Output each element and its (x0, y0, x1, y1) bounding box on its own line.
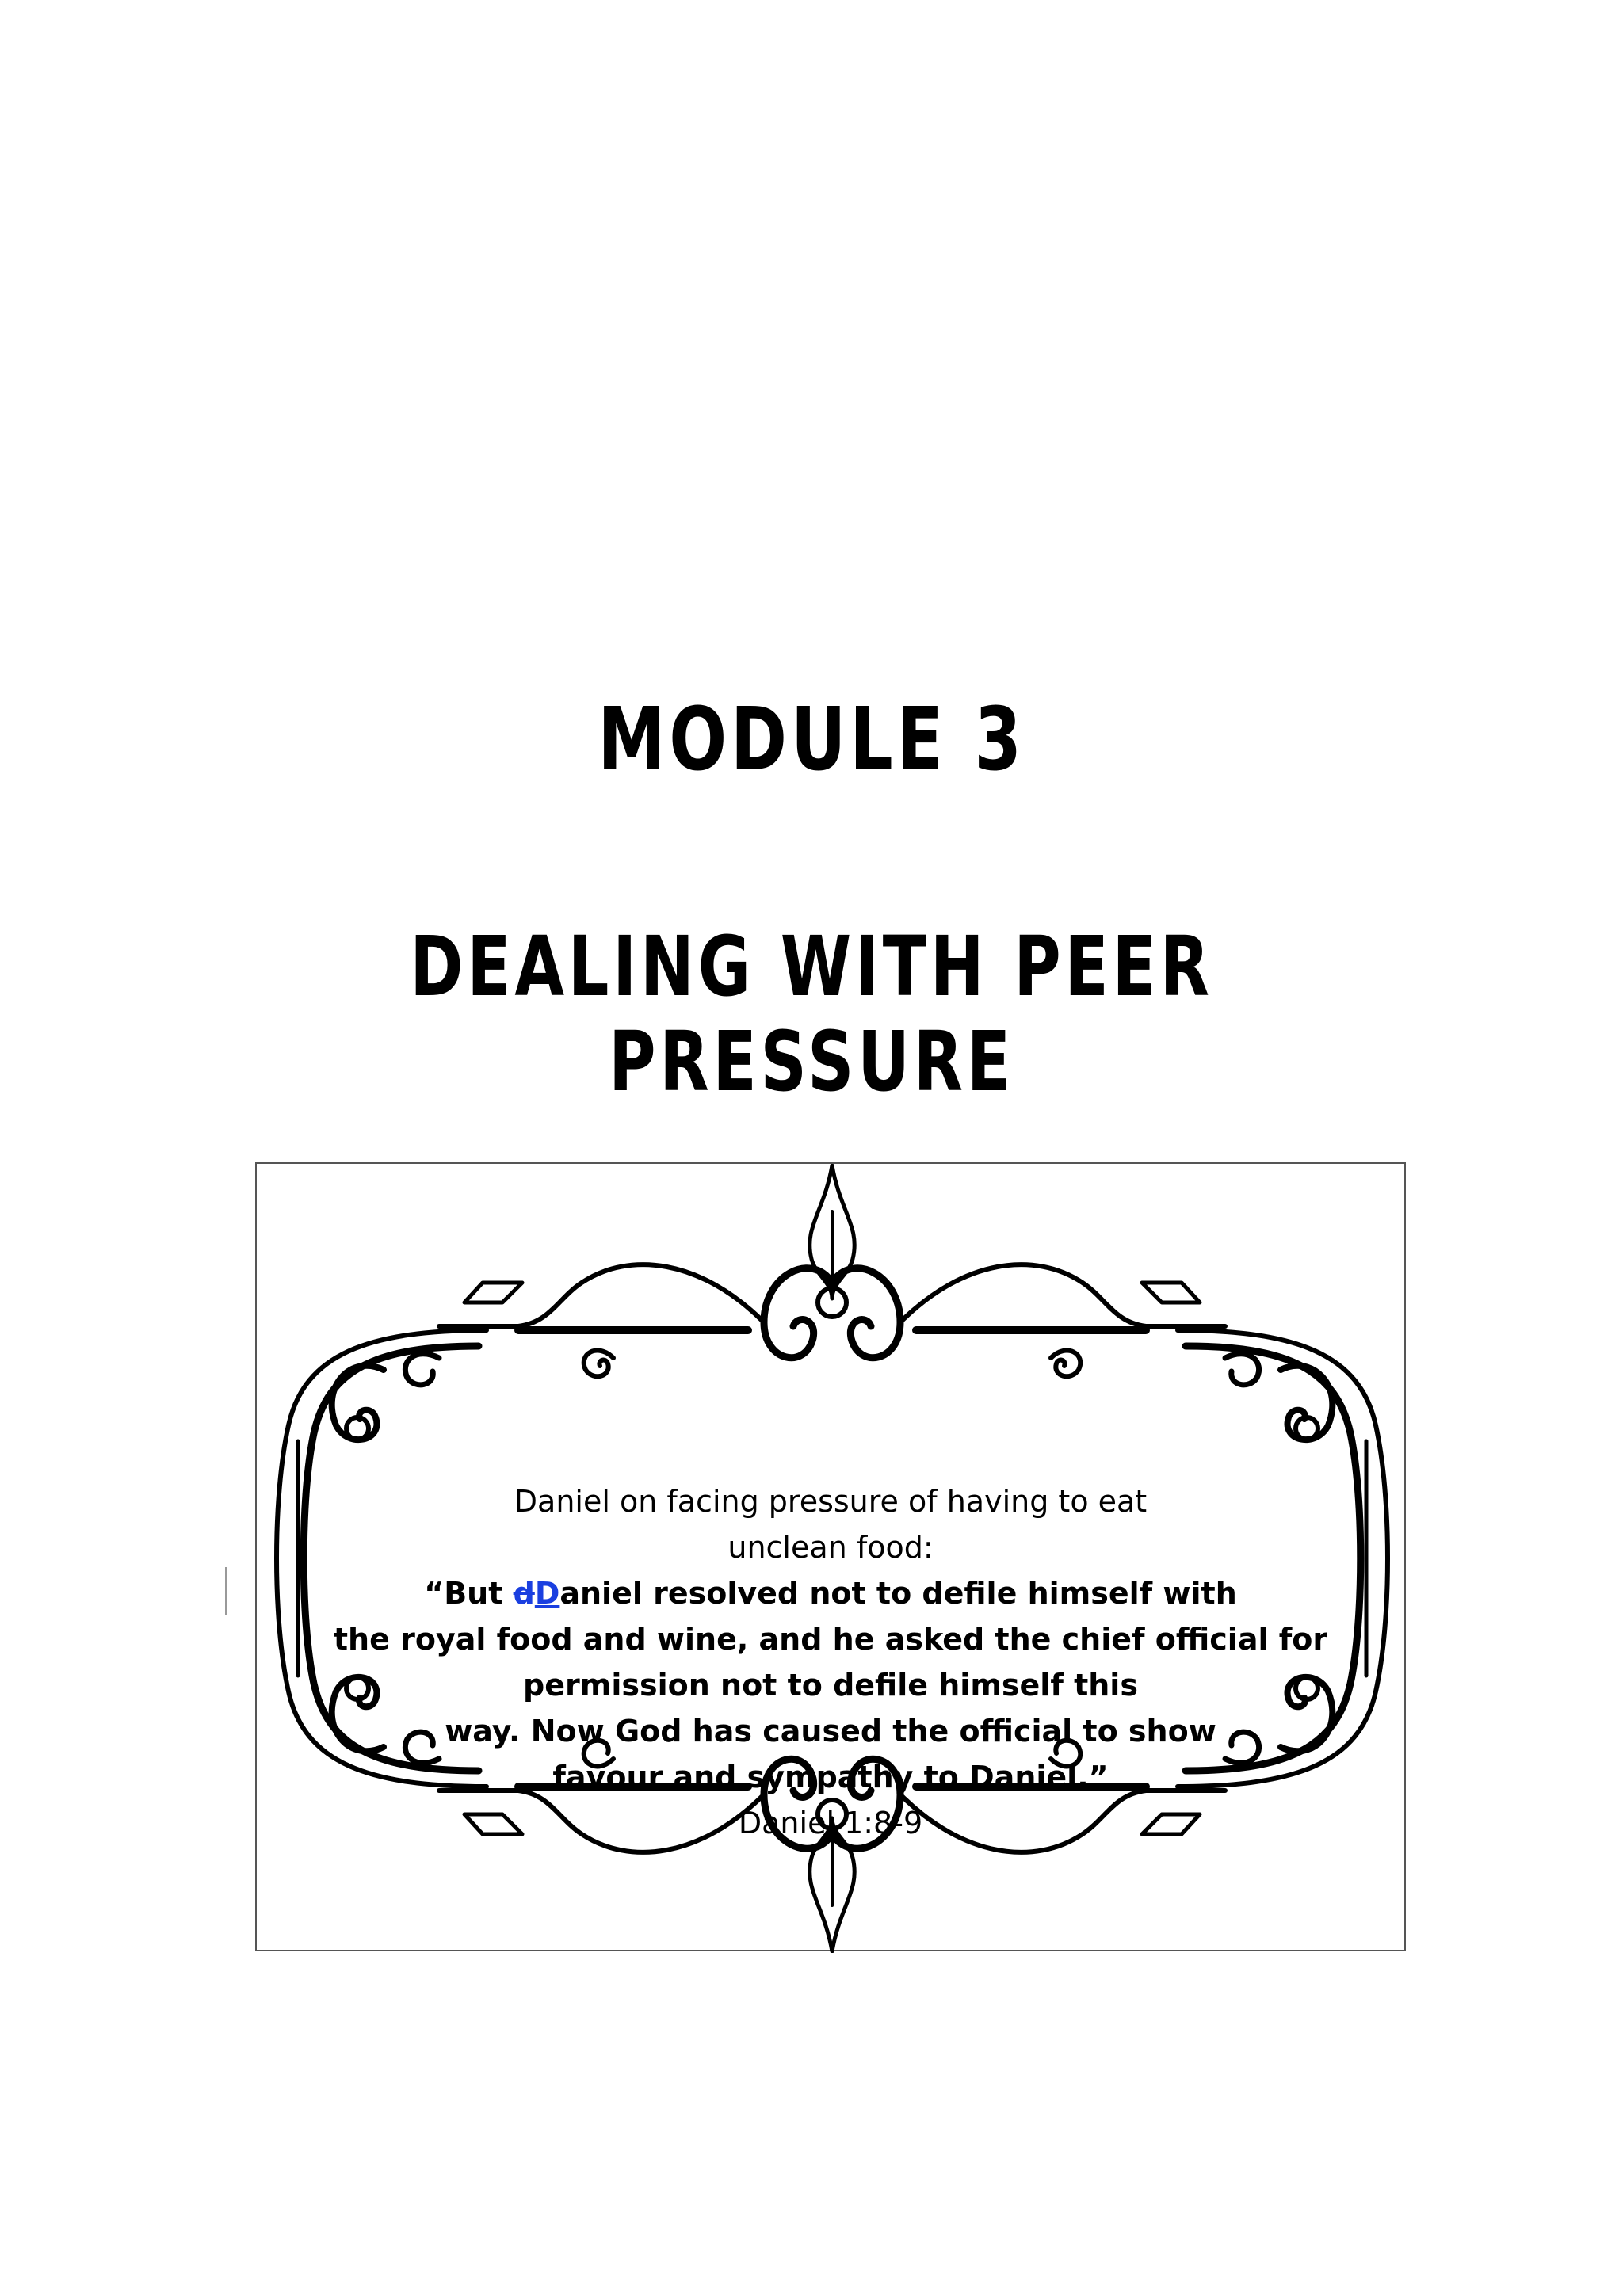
verse-line-1-start: “But (424, 1576, 514, 1611)
tracked-deletion: d (513, 1576, 535, 1611)
verse-line-3: permission not to defile himself this (523, 1668, 1138, 1703)
scripture-verse (255, 1570, 1406, 1800)
module-title-line-1: DEALING WITH PEER (410, 918, 1213, 1015)
verse-reference: Daniel 1:8-9 (738, 1806, 923, 1840)
quote-intro-line-1: Daniel on facing pressure of having to eat (514, 1484, 1148, 1519)
verse-line-2: the royal food and wine, and he asked the chief official for (333, 1622, 1328, 1657)
module-title: MODULE 3 (598, 688, 1025, 790)
tracked-insertion: D (534, 1576, 560, 1611)
verse-line-5: favour and sympathy to Daniel.” (552, 1760, 1109, 1794)
module-title-line-2: PRESSURE (609, 1013, 1014, 1110)
verse-line-4: way. Now God has caused the official to show (445, 1714, 1216, 1749)
verse-line-1 (255, 1570, 1406, 1616)
margin-change-bar (225, 1567, 227, 1615)
quote-intro-line-2: unclean food: (727, 1530, 934, 1565)
quote-intro (255, 1478, 1406, 1570)
verse-line-1-end: aniel resolved not to defile himself with (559, 1576, 1237, 1611)
